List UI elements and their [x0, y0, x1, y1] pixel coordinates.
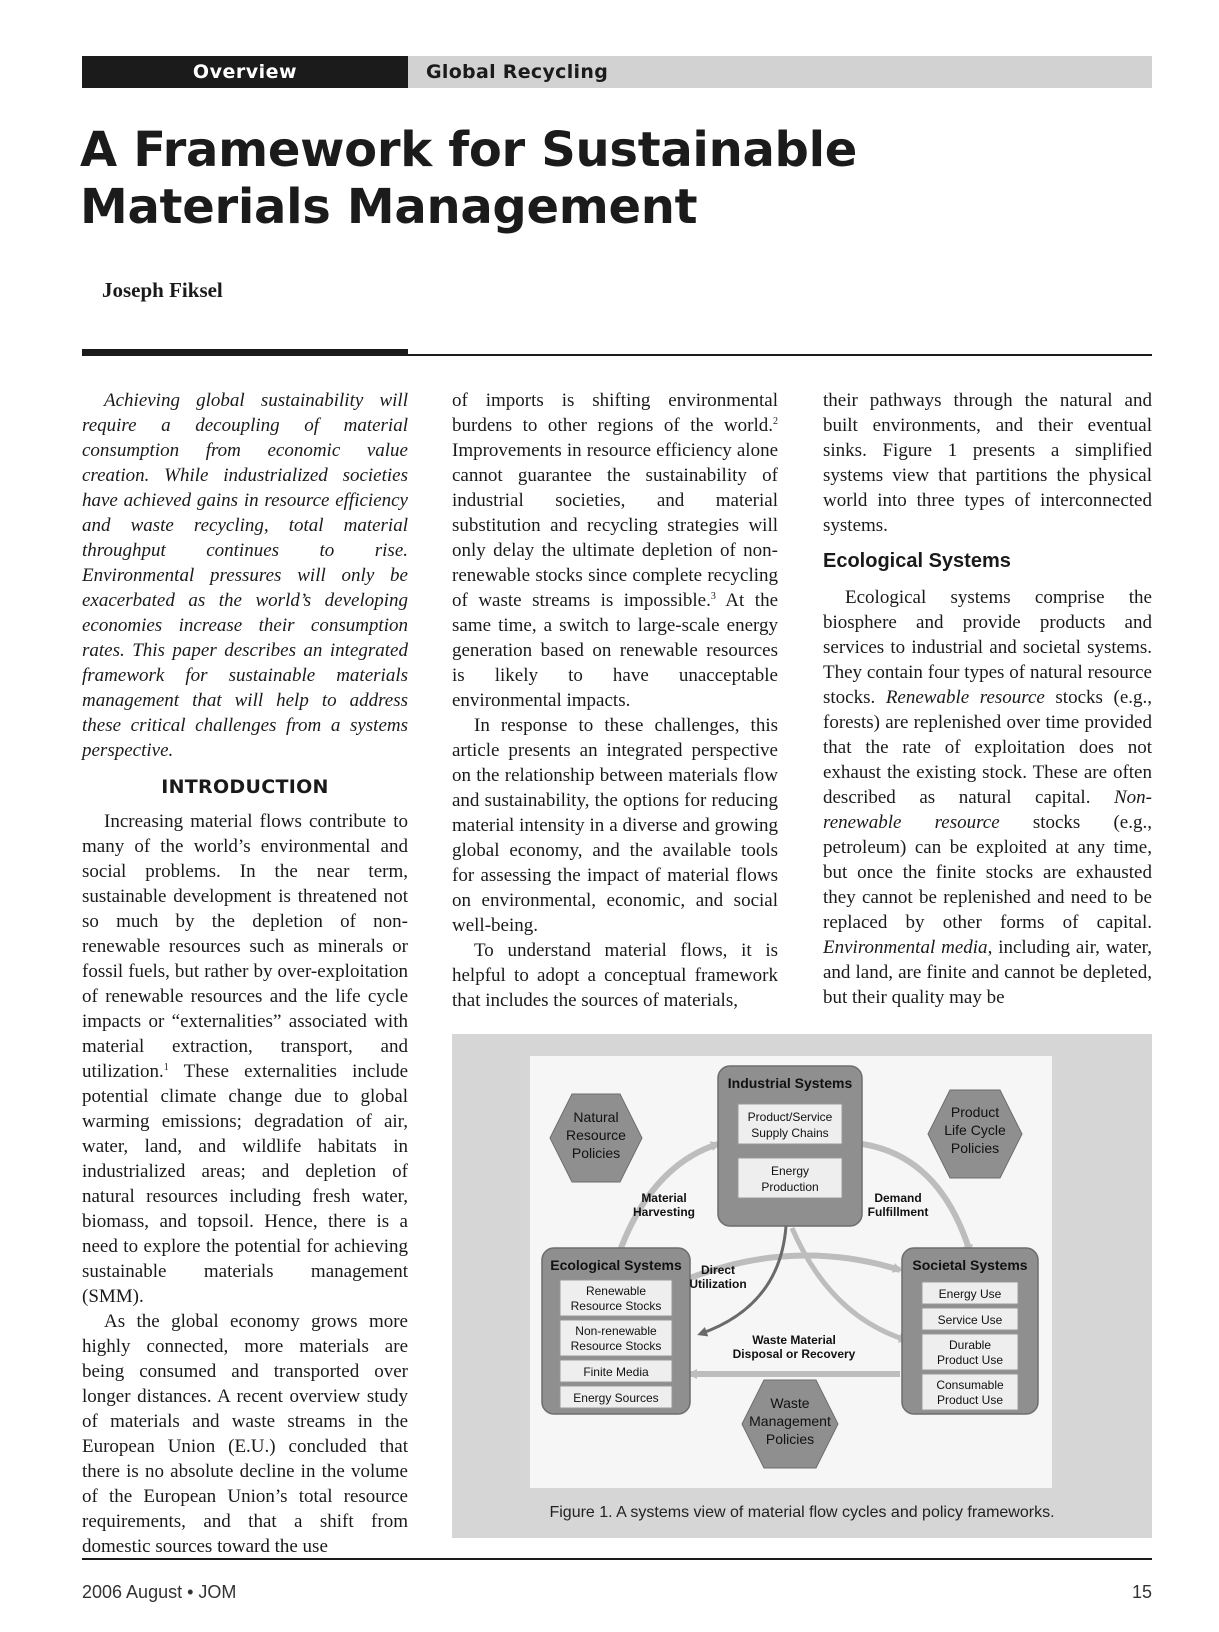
intro-paragraph-2: As the global economy grows more highly connected, more materials are being consumed and transported over longer distances. A recent overview study of materials and waste streams in the European Union (E.U.) concluded that there is no absolute decline in the volume of the European Union’s total resource requirements, and that a shift from domestic sources toward the use — [82, 1311, 408, 1557]
industrial-item2-line1: Energy — [770, 1164, 810, 1178]
soc-item4-line1: Consumable — [936, 1378, 1004, 1392]
hex-waste-line1: Waste — [770, 1395, 810, 1411]
soc-item4-line2: Product Use — [936, 1393, 1004, 1407]
banner-topic-label: Global Recycling — [408, 56, 1152, 88]
col3-p2-text-d: , including air, water, and land, are finite and cannot be depleted, but their quality may be — [823, 937, 1152, 1008]
col2-paragraph-1 — [452, 388, 778, 713]
header-rule-thin — [408, 354, 1152, 356]
footer-journal: 2006 August • JOM — [82, 1582, 237, 1602]
label-waste-line2: Disposal or Recovery — [732, 1347, 856, 1361]
banner-section-label: Overview — [82, 56, 408, 88]
page-number: 15 — [1131, 1582, 1152, 1602]
column-1 — [82, 388, 408, 1559]
systems-diagram — [530, 1056, 1052, 1488]
column-3 — [823, 388, 1152, 1010]
eco-item3-label: Finite Media — [583, 1365, 649, 1379]
section-banner — [82, 56, 1152, 88]
title-line-2: Materials Management — [80, 179, 698, 235]
soc-item2-label: Service Use — [937, 1313, 1003, 1327]
hex-natural-line2: Resource — [566, 1127, 626, 1143]
label-direct-line2: Utilization — [689, 1277, 747, 1291]
soc-item3-line1: Durable — [948, 1338, 992, 1352]
label-material-line2: Harvesting — [632, 1205, 696, 1219]
col2-p1-text-a: of imports is shifting environmental burdens to other regions of the world. — [452, 390, 778, 436]
intro-p1-text-a: Increasing material flows contribute to many of the world’s environmental and social problems. In the near term, sustainable development is threatened not so much by the depletion of non-renewable resources such as minerals or fossil fuels, but rather by over-exploitation of renewable resources and the life cycle impacts or “externalities” associated with material extraction, transport, and utilization. — [82, 811, 408, 1082]
footer-rule — [82, 1558, 1152, 1560]
col2-paragraph-3: To understand material flows, it is helpful to adopt a conceptual framework that includes the sources of materials, — [452, 940, 778, 1011]
footnote-ref-2: 2 — [773, 416, 778, 427]
eco-item2-line1: Non-renewable — [575, 1324, 657, 1338]
col3-paragraph-2 — [823, 585, 1152, 1010]
hex-natural-line3: Policies — [571, 1145, 621, 1161]
intro-paragraph-1 — [82, 809, 408, 1309]
col3-paragraph-1: their pathways through the natural and built environments, and their eventual sinks. Figure 1 presents a simplified systems view that partitions the physical world into three types of interconnected systems. — [823, 390, 1152, 536]
eco-item1-line1: Renewable — [585, 1284, 647, 1298]
col2-p1-text-c: At the same time, a switch to large-scale energy generation based on renewable resources is likely to have unacceptable environmental impacts. — [452, 590, 779, 711]
soc-item3-line2: Product Use — [936, 1353, 1004, 1367]
label-demand-line1: Demand — [874, 1191, 922, 1205]
col3-p2-text-c: stocks (e.g., petroleum) can be exploited at any time, but once the finite stocks are exhausted they cannot be replenished and need to be replaced by other forms of capital. — [823, 812, 1152, 933]
column-2 — [452, 388, 778, 1013]
author-name: Joseph Fiksel — [102, 278, 223, 302]
hex-product-line3: Policies — [950, 1140, 1000, 1156]
label-demand-line2: Fulfillment — [867, 1205, 929, 1219]
col3-p2-text-a: Ecological systems comprise the biosphere and provide products and services to industrial and societal systems. They contain four types of natural resource stocks. — [823, 587, 1152, 708]
label-direct-line1: Direct — [700, 1263, 736, 1277]
col2-p1-text-b: Improvements in resource efficiency alone cannot guarantee the sustainability of industrial societies, and material substitution and recycling strategies will only delay the ultimate depletion of non-renewable stocks since complete recycling of waste streams is impossible. — [452, 440, 778, 611]
figure-1 — [452, 1034, 1152, 1538]
eco-item4-label: Energy Sources — [573, 1391, 659, 1405]
col3-p2-text-b: stocks (e.g., forests) are replenished over time provided that the rate of exploitation does not exhaust the existing stock. These are often described as natural capital. — [823, 687, 1153, 808]
hex-waste-line2: Management — [749, 1413, 831, 1429]
intro-p1-text-b: These externalities include potential climate change due to global warming emissions; degradation of air, water, land, and wildlife habitats in industrialized areas; and depletion of natural resources including fresh water, biomass, and topsoil. Hence, there is a need to explore the potential for achieving sustainable materials management (SMM). — [82, 1061, 408, 1307]
footnote-ref-3: 3 — [710, 591, 716, 602]
industrial-systems-title: Industrial Systems — [727, 1075, 853, 1091]
hex-natural-line1: Natural — [573, 1109, 619, 1125]
industrial-item1-line2: Supply Chains — [751, 1126, 829, 1140]
hex-waste-line3: Policies — [765, 1431, 815, 1447]
figure-caption: Figure 1. A systems view of material flow cycles and policy frameworks. — [549, 1504, 1055, 1521]
hex-product-line2: Life Cycle — [944, 1122, 1006, 1138]
term-environmental-media: Environmental media — [823, 937, 988, 958]
eco-item1-line2: Resource Stocks — [570, 1299, 662, 1313]
label-material-line1: Material — [641, 1191, 687, 1205]
ecological-systems-title: Ecological Systems — [550, 1257, 682, 1273]
term-non-renewable-resource: Non-renewable resource — [823, 787, 1152, 833]
title-line-1: A Framework for Sustainable — [80, 122, 858, 178]
industrial-item1-line1: Product/Service — [747, 1110, 833, 1124]
article-title — [80, 122, 1080, 236]
footnote-ref-1: 1 — [163, 1062, 169, 1073]
hex-product-line1: Product — [950, 1104, 1000, 1120]
soc-item1-label: Energy Use — [938, 1287, 1002, 1301]
col2-paragraph-2: In response to these challenges, this article presents an integrated perspective on the relationship between materials flow and sustainability, the options for reducing material intensity in a diverse and growing global economy, and the available tools for assessing the impact of material flows on environmental, economic, and social well-being. — [452, 715, 778, 936]
header-rule-thick — [82, 349, 408, 356]
societal-systems-title: Societal Systems — [912, 1257, 1028, 1273]
industrial-item2-line2: Production — [761, 1180, 819, 1194]
term-renewable-resource: Renewable resource — [885, 687, 1045, 708]
ecological-systems-heading: Ecological Systems — [823, 550, 1011, 572]
label-waste-line1: Waste Material — [752, 1333, 836, 1347]
introduction-heading: INTRODUCTION — [161, 776, 329, 798]
eco-item2-line2: Resource Stocks — [570, 1339, 662, 1353]
abstract: Achieving global sustainability will require a decoupling of material consumption from economic value creation. While industrialized societies have achieved gains in resource efficiency and waste recycling, total material throughput continues to rise. Environmental pressures will only be exacerbated as the world’s developing economies increase their consumption rates. This paper describes an integrated framework for sustainable materials management that will help to address these critical challenges from a systems perspective. — [82, 390, 408, 761]
